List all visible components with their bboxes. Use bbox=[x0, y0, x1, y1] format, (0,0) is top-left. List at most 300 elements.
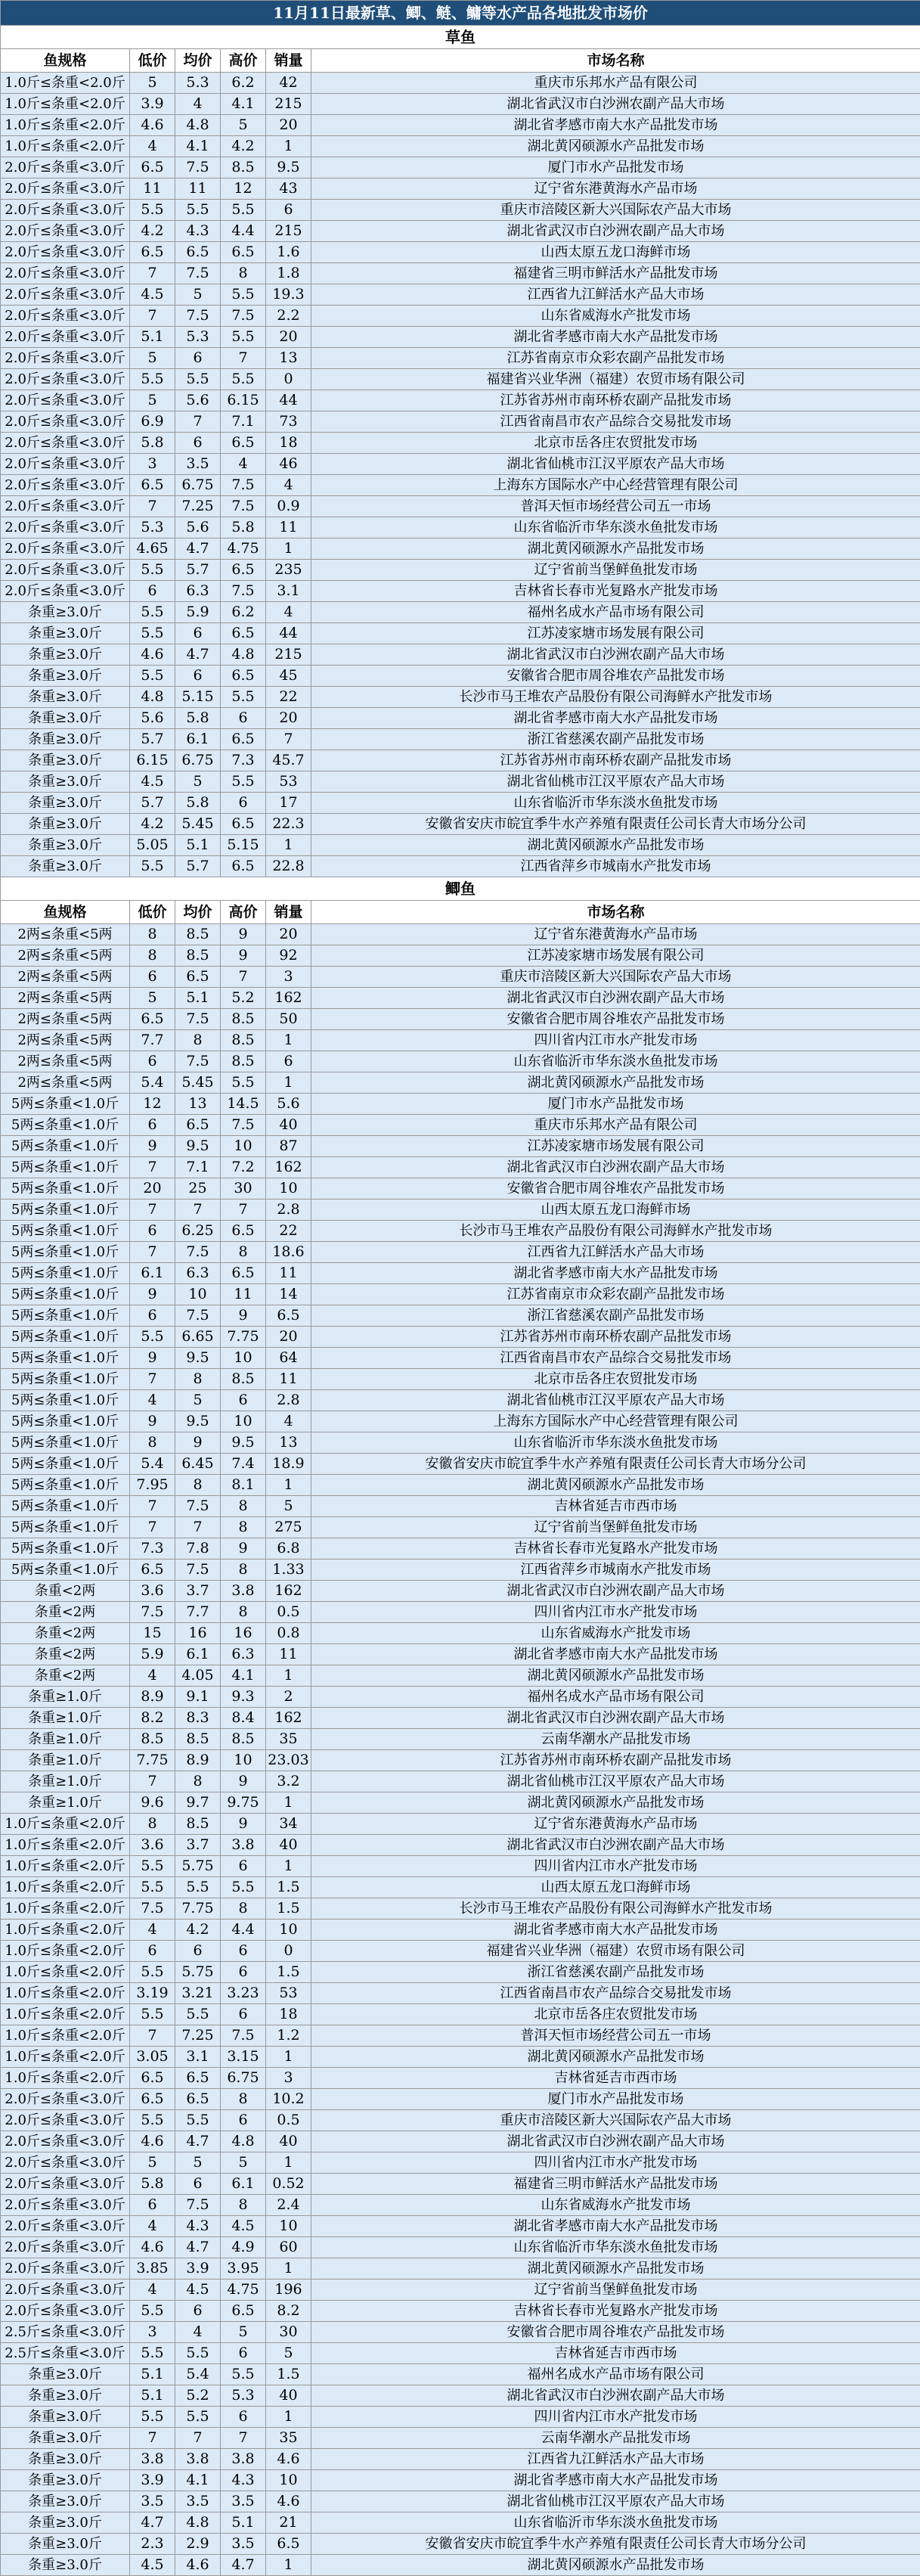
cell-low-price: 6.5 bbox=[130, 1009, 175, 1030]
cell-avg-price: 6 bbox=[175, 2301, 221, 2322]
cell-high-price: 8 bbox=[221, 1602, 266, 1623]
cell-volume: 13 bbox=[266, 1432, 311, 1454]
cell-low-price: 7.95 bbox=[130, 1475, 175, 1496]
cell-high-price: 7 bbox=[221, 1200, 266, 1221]
cell-high-price: 6 bbox=[221, 1962, 266, 1983]
table-row bbox=[1, 1051, 920, 1072]
cell-market-name: 四川省内江市水产批发市场 bbox=[311, 1030, 920, 1051]
table-row bbox=[1, 1941, 920, 1962]
cell-spec: 条重≥3.0斤 bbox=[1, 2512, 130, 2534]
header-avg-price: 均价 bbox=[175, 901, 221, 924]
table-row bbox=[1, 1898, 920, 1920]
cell-volume: 30 bbox=[266, 2322, 311, 2343]
cell-spec: 条重≥3.0斤 bbox=[1, 2470, 130, 2491]
cell-spec: 2.0斤≤条重<3.0斤 bbox=[1, 2237, 130, 2258]
cell-market-name: 湖北省仙桃市江汉平原农产品大市场 bbox=[311, 1390, 920, 1411]
table-row bbox=[1, 967, 920, 988]
cell-spec: 1.0斤≤条重<2.0斤 bbox=[1, 136, 130, 157]
cell-high-price: 5 bbox=[221, 115, 266, 136]
table-row bbox=[1, 369, 920, 390]
cell-market-name: 山西太原五龙口海鲜市场 bbox=[311, 242, 920, 263]
cell-low-price: 5.9 bbox=[130, 1644, 175, 1665]
cell-spec: 条重≥3.0斤 bbox=[1, 2428, 130, 2449]
cell-market-name: 江西省萍乡市城南水产批发市场 bbox=[311, 856, 920, 877]
cell-market-name: 湖北省孝感市南大水产品批发市场 bbox=[311, 1263, 920, 1284]
table-row bbox=[1, 2385, 920, 2407]
cell-market-name: 山东省威海水产批发市场 bbox=[311, 306, 920, 327]
cell-volume: 18.9 bbox=[266, 1454, 311, 1475]
cell-high-price: 6.5 bbox=[221, 1221, 266, 1242]
cell-avg-price: 5.6 bbox=[175, 517, 221, 538]
cell-avg-price: 5.5 bbox=[175, 369, 221, 390]
table-row bbox=[1, 454, 920, 475]
cell-low-price: 6 bbox=[130, 1941, 175, 1962]
cell-volume: 1 bbox=[266, 2407, 311, 2428]
cell-volume: 6.5 bbox=[266, 1305, 311, 1327]
cell-spec: 条重<2两 bbox=[1, 1581, 130, 1602]
table-row bbox=[1, 1136, 920, 1157]
cell-volume: 1.2 bbox=[266, 2025, 311, 2047]
cell-avg-price: 8.3 bbox=[175, 1708, 221, 1729]
table-row bbox=[1, 475, 920, 496]
cell-high-price: 4.1 bbox=[221, 1665, 266, 1687]
table-row bbox=[1, 2555, 920, 2576]
cell-volume: 40 bbox=[266, 1835, 311, 1856]
cell-market-name: 江西省九江鲜活水产品大市场 bbox=[311, 2449, 920, 2470]
cell-avg-price: 6 bbox=[175, 348, 221, 369]
cell-spec: 条重≥3.0斤 bbox=[1, 856, 130, 877]
cell-high-price: 6 bbox=[221, 708, 266, 729]
cell-volume: 53 bbox=[266, 771, 311, 793]
cell-spec: 5两≤条重<1.0斤 bbox=[1, 1094, 130, 1115]
cell-volume: 162 bbox=[266, 988, 311, 1009]
cell-low-price: 4.8 bbox=[130, 687, 175, 708]
cell-low-price: 6.1 bbox=[130, 1263, 175, 1284]
cell-volume: 3 bbox=[266, 2068, 311, 2089]
cell-spec: 条重≥3.0斤 bbox=[1, 2555, 130, 2576]
cell-spec: 2.5斤≤条重<3.0斤 bbox=[1, 2343, 130, 2364]
table-row bbox=[1, 242, 920, 263]
table-row bbox=[1, 1030, 920, 1051]
cell-volume: 45 bbox=[266, 666, 311, 687]
cell-low-price: 6 bbox=[130, 581, 175, 602]
cell-high-price: 6 bbox=[221, 2343, 266, 2364]
cell-market-name: 四川省内江市水产批发市场 bbox=[311, 1602, 920, 1623]
table-row bbox=[1, 1009, 920, 1030]
table-row bbox=[1, 2470, 920, 2491]
cell-high-price: 8 bbox=[221, 1517, 266, 1538]
cell-market-name: 湖北黄冈硕源水产品批发市场 bbox=[311, 2555, 920, 2576]
cell-spec: 2.0斤≤条重<3.0斤 bbox=[1, 221, 130, 242]
header-market-name: 市场名称 bbox=[311, 49, 920, 73]
cell-market-name: 湖北省孝感市南大水产品批发市场 bbox=[311, 327, 920, 348]
cell-market-name: 辽宁省东港黄海水产品市场 bbox=[311, 178, 920, 200]
cell-volume: 10 bbox=[266, 2216, 311, 2237]
cell-volume: 19.3 bbox=[266, 284, 311, 306]
cell-avg-price: 5.3 bbox=[175, 73, 221, 94]
cell-volume: 6 bbox=[266, 1051, 311, 1072]
table-row bbox=[1, 1284, 920, 1305]
table-row bbox=[1, 1665, 920, 1687]
cell-volume: 0 bbox=[266, 1941, 311, 1962]
table-row bbox=[1, 1327, 920, 1348]
cell-avg-price: 7.75 bbox=[175, 1898, 221, 1920]
cell-volume: 10.2 bbox=[266, 2089, 311, 2110]
cell-low-price: 4.5 bbox=[130, 2555, 175, 2576]
cell-avg-price: 6.65 bbox=[175, 1327, 221, 1348]
cell-spec: 1.0斤≤条重<2.0斤 bbox=[1, 2068, 130, 2089]
table-row bbox=[1, 687, 920, 708]
cell-high-price: 10 bbox=[221, 1411, 266, 1432]
cell-low-price: 5.8 bbox=[130, 2174, 175, 2195]
cell-spec: 2.0斤≤条重<3.0斤 bbox=[1, 390, 130, 411]
cell-market-name: 江苏省苏州市南环桥农副产品批发市场 bbox=[311, 390, 920, 411]
cell-high-price: 8.5 bbox=[221, 1030, 266, 1051]
cell-avg-price: 7.5 bbox=[175, 263, 221, 284]
cell-market-name: 山东省威海水产批发市场 bbox=[311, 1623, 920, 1644]
cell-volume: 92 bbox=[266, 945, 311, 967]
cell-high-price: 7.75 bbox=[221, 1327, 266, 1348]
cell-volume: 2.8 bbox=[266, 1390, 311, 1411]
cell-spec: 1.0斤≤条重<2.0斤 bbox=[1, 2004, 130, 2025]
cell-avg-price: 9.1 bbox=[175, 1687, 221, 1708]
table-row bbox=[1, 623, 920, 644]
cell-volume: 40 bbox=[266, 2131, 311, 2152]
cell-spec: 条重≥3.0斤 bbox=[1, 708, 130, 729]
table-row bbox=[1, 2449, 920, 2470]
cell-low-price: 8 bbox=[130, 1432, 175, 1454]
cell-avg-price: 5.2 bbox=[175, 2385, 221, 2407]
cell-high-price: 3.5 bbox=[221, 2491, 266, 2512]
cell-avg-price: 4.05 bbox=[175, 1665, 221, 1687]
cell-avg-price: 2.9 bbox=[175, 2534, 221, 2555]
table-row bbox=[1, 729, 920, 750]
cell-volume: 235 bbox=[266, 560, 311, 581]
cell-volume: 5.6 bbox=[266, 1094, 311, 1115]
cell-market-name: 山西太原五龙口海鲜市场 bbox=[311, 1877, 920, 1898]
table-row bbox=[1, 2428, 920, 2449]
table-row bbox=[1, 708, 920, 729]
table-row bbox=[1, 1792, 920, 1814]
cell-spec: 条重≥1.0斤 bbox=[1, 1792, 130, 1814]
cell-low-price: 7.5 bbox=[130, 1602, 175, 1623]
cell-avg-price: 7.25 bbox=[175, 496, 221, 517]
cell-low-price: 6 bbox=[130, 1115, 175, 1136]
header-volume: 销量 bbox=[266, 901, 311, 924]
cell-volume: 2 bbox=[266, 1687, 311, 1708]
table-row bbox=[1, 1115, 920, 1136]
cell-market-name: 福建省三明市鲜活水产品批发市场 bbox=[311, 2174, 920, 2195]
cell-avg-price: 7.5 bbox=[175, 1496, 221, 1517]
cell-low-price: 4.6 bbox=[130, 2237, 175, 2258]
header-high-price: 高价 bbox=[221, 901, 266, 924]
cell-volume: 87 bbox=[266, 1136, 311, 1157]
cell-high-price: 6.3 bbox=[221, 1644, 266, 1665]
cell-avg-price: 6.3 bbox=[175, 1263, 221, 1284]
cell-high-price: 7.1 bbox=[221, 411, 266, 433]
cell-low-price: 6 bbox=[130, 1305, 175, 1327]
cell-avg-price: 3.21 bbox=[175, 1983, 221, 2004]
cell-volume: 20 bbox=[266, 708, 311, 729]
cell-high-price: 12 bbox=[221, 178, 266, 200]
cell-avg-price: 4.3 bbox=[175, 2216, 221, 2237]
cell-market-name: 山东省临沂市华东淡水鱼批发市场 bbox=[311, 517, 920, 538]
cell-avg-price: 6.5 bbox=[175, 967, 221, 988]
cell-volume: 11 bbox=[266, 1263, 311, 1284]
cell-volume: 1 bbox=[266, 538, 311, 560]
cell-volume: 14 bbox=[266, 1284, 311, 1305]
table-row bbox=[1, 1983, 920, 2004]
cell-spec: 5两≤条重<1.0斤 bbox=[1, 1411, 130, 1432]
cell-spec: 条重≥3.0斤 bbox=[1, 729, 130, 750]
cell-spec: 5两≤条重<1.0斤 bbox=[1, 1517, 130, 1538]
cell-high-price: 5.5 bbox=[221, 284, 266, 306]
cell-avg-price: 4.7 bbox=[175, 644, 221, 666]
cell-spec: 条重≥3.0斤 bbox=[1, 687, 130, 708]
cell-low-price: 7 bbox=[130, 2428, 175, 2449]
cell-high-price: 7.3 bbox=[221, 750, 266, 771]
cell-avg-price: 8 bbox=[175, 1475, 221, 1496]
cell-spec: 条重<2两 bbox=[1, 1665, 130, 1687]
cell-high-price: 9 bbox=[221, 945, 266, 967]
cell-low-price: 3.19 bbox=[130, 1983, 175, 2004]
cell-avg-price: 6.5 bbox=[175, 2089, 221, 2110]
cell-market-name: 上海东方国际水产中心经营管理有限公司 bbox=[311, 1411, 920, 1432]
cell-high-price: 6.5 bbox=[221, 729, 266, 750]
cell-volume: 21 bbox=[266, 2512, 311, 2534]
cell-volume: 43 bbox=[266, 178, 311, 200]
cell-volume: 1 bbox=[266, 1475, 311, 1496]
table-row bbox=[1, 1920, 920, 1941]
cell-low-price: 7 bbox=[130, 306, 175, 327]
cell-avg-price: 7.5 bbox=[175, 1560, 221, 1581]
table-row bbox=[1, 284, 920, 306]
cell-avg-price: 9.5 bbox=[175, 1411, 221, 1432]
cell-avg-price: 5.75 bbox=[175, 1856, 221, 1877]
cell-low-price: 5.5 bbox=[130, 2301, 175, 2322]
cell-spec: 2.0斤≤条重<3.0斤 bbox=[1, 433, 130, 454]
cell-avg-price: 7 bbox=[175, 2428, 221, 2449]
cell-market-name: 安徽省安庆市皖宜季牛水产养殖有限责任公司长青大市场分公司 bbox=[311, 2534, 920, 2555]
cell-spec: 2.0斤≤条重<3.0斤 bbox=[1, 581, 130, 602]
cell-volume: 0.5 bbox=[266, 1602, 311, 1623]
cell-spec: 5两≤条重<1.0斤 bbox=[1, 1454, 130, 1475]
cell-spec: 2.0斤≤条重<3.0斤 bbox=[1, 2280, 130, 2301]
cell-volume: 1.5 bbox=[266, 1877, 311, 1898]
cell-volume: 4.6 bbox=[266, 2449, 311, 2470]
header-avg-price: 均价 bbox=[175, 49, 221, 73]
cell-high-price: 6 bbox=[221, 2004, 266, 2025]
cell-low-price: 7 bbox=[130, 1771, 175, 1792]
cell-high-price: 5.3 bbox=[221, 2385, 266, 2407]
cell-market-name: 湖北省孝感市南大水产品批发市场 bbox=[311, 2216, 920, 2237]
cell-low-price: 3.5 bbox=[130, 2491, 175, 2512]
cell-spec: 5两≤条重<1.0斤 bbox=[1, 1496, 130, 1517]
cell-spec: 1.0斤≤条重<2.0斤 bbox=[1, 73, 130, 94]
cell-spec: 条重≥3.0斤 bbox=[1, 2534, 130, 2555]
cell-high-price: 6.5 bbox=[221, 560, 266, 581]
cell-low-price: 8.2 bbox=[130, 1708, 175, 1729]
cell-high-price: 5 bbox=[221, 2152, 266, 2174]
cell-low-price: 3 bbox=[130, 2322, 175, 2343]
table-row bbox=[1, 1560, 920, 1581]
cell-high-price: 4.7 bbox=[221, 2555, 266, 2576]
cell-high-price: 6 bbox=[221, 1941, 266, 1962]
cell-low-price: 6 bbox=[130, 1221, 175, 1242]
cell-high-price: 30 bbox=[221, 1178, 266, 1200]
cell-spec: 2两≤条重<5两 bbox=[1, 1051, 130, 1072]
cell-low-price: 5.1 bbox=[130, 327, 175, 348]
cell-market-name: 安徽省合肥市周谷堆农产品批发市场 bbox=[311, 2322, 920, 2343]
cell-spec: 2.0斤≤条重<3.0斤 bbox=[1, 411, 130, 433]
cell-spec: 2.0斤≤条重<3.0斤 bbox=[1, 200, 130, 221]
table-row bbox=[1, 666, 920, 687]
cell-high-price: 5.2 bbox=[221, 988, 266, 1009]
cell-avg-price: 8.5 bbox=[175, 1729, 221, 1750]
cell-market-name: 辽宁省前当堡鲜鱼批发市场 bbox=[311, 560, 920, 581]
cell-market-name: 湖北省武汉市白沙洲农副产品大市场 bbox=[311, 644, 920, 666]
cell-market-name: 云南华潮水产品批发市场 bbox=[311, 2428, 920, 2449]
section-row bbox=[1, 877, 920, 901]
table-row bbox=[1, 1581, 920, 1602]
cell-market-name: 湖北省武汉市白沙洲农副产品大市场 bbox=[311, 221, 920, 242]
cell-market-name: 湖北省武汉市白沙洲农副产品大市场 bbox=[311, 2385, 920, 2407]
cell-volume: 46 bbox=[266, 454, 311, 475]
cell-market-name: 湖北黄冈硕源水产品批发市场 bbox=[311, 835, 920, 856]
cell-low-price: 3.85 bbox=[130, 2258, 175, 2280]
cell-low-price: 7 bbox=[130, 1157, 175, 1178]
cell-market-name: 江西省九江鲜活水产品大市场 bbox=[311, 284, 920, 306]
cell-high-price: 4.75 bbox=[221, 538, 266, 560]
cell-high-price: 9.5 bbox=[221, 1432, 266, 1454]
cell-volume: 1 bbox=[266, 2258, 311, 2280]
cell-avg-price: 5.8 bbox=[175, 708, 221, 729]
cell-volume: 35 bbox=[266, 2428, 311, 2449]
cell-low-price: 6.15 bbox=[130, 750, 175, 771]
table-row bbox=[1, 390, 920, 411]
cell-high-price: 4.3 bbox=[221, 2470, 266, 2491]
cell-market-name: 湖北黄冈硕源水产品批发市场 bbox=[311, 1072, 920, 1094]
table-row bbox=[1, 2534, 920, 2555]
cell-market-name: 吉林省延吉市西市场 bbox=[311, 1496, 920, 1517]
cell-spec: 1.0斤≤条重<2.0斤 bbox=[1, 1941, 130, 1962]
table-row bbox=[1, 2047, 920, 2068]
cell-market-name: 长沙市马王堆农产品股份有限公司海鲜水产批发市场 bbox=[311, 1221, 920, 1242]
table-row bbox=[1, 814, 920, 835]
header-volume: 销量 bbox=[266, 49, 311, 73]
table-row bbox=[1, 517, 920, 538]
cell-spec: 2.0斤≤条重<3.0斤 bbox=[1, 2131, 130, 2152]
cell-volume: 20 bbox=[266, 924, 311, 945]
table-row bbox=[1, 1835, 920, 1856]
cell-low-price: 5 bbox=[130, 348, 175, 369]
cell-low-price: 5.7 bbox=[130, 793, 175, 814]
cell-low-price: 3.6 bbox=[130, 1581, 175, 1602]
cell-volume: 1 bbox=[266, 1856, 311, 1877]
cell-spec: 2.0斤≤条重<3.0斤 bbox=[1, 284, 130, 306]
cell-high-price: 4.8 bbox=[221, 644, 266, 666]
cell-avg-price: 6.5 bbox=[175, 1115, 221, 1136]
cell-high-price: 6.5 bbox=[221, 623, 266, 644]
cell-market-name: 江苏省苏州市南环桥农副产品批发市场 bbox=[311, 1750, 920, 1771]
cell-high-price: 6.5 bbox=[221, 433, 266, 454]
cell-volume: 40 bbox=[266, 2385, 311, 2407]
cell-avg-price: 5.9 bbox=[175, 602, 221, 623]
cell-market-name: 江苏凌家塘市场发展有限公司 bbox=[311, 1136, 920, 1157]
cell-spec: 2.0斤≤条重<3.0斤 bbox=[1, 496, 130, 517]
cell-low-price: 5 bbox=[130, 2152, 175, 2174]
cell-avg-price: 8.5 bbox=[175, 924, 221, 945]
cell-volume: 215 bbox=[266, 644, 311, 666]
cell-avg-price: 10 bbox=[175, 1284, 221, 1305]
cell-low-price: 8.5 bbox=[130, 1729, 175, 1750]
cell-high-price: 5.5 bbox=[221, 327, 266, 348]
cell-market-name: 江西省南昌市农产品综合交易批发市场 bbox=[311, 1983, 920, 2004]
cell-avg-price: 5.5 bbox=[175, 2407, 221, 2428]
table-row bbox=[1, 793, 920, 814]
cell-avg-price: 8 bbox=[175, 1369, 221, 1390]
cell-low-price: 4 bbox=[130, 1390, 175, 1411]
cell-market-name: 长沙市马王堆农产品股份有限公司海鲜水产批发市场 bbox=[311, 1898, 920, 1920]
cell-volume: 1 bbox=[266, 2555, 311, 2576]
cell-avg-price: 8 bbox=[175, 1771, 221, 1792]
cell-spec: 2.0斤≤条重<3.0斤 bbox=[1, 369, 130, 390]
cell-market-name: 四川省内江市水产批发市场 bbox=[311, 1856, 920, 1877]
cell-spec: 5两≤条重<1.0斤 bbox=[1, 1157, 130, 1178]
cell-high-price: 6.1 bbox=[221, 2174, 266, 2195]
cell-low-price: 3.8 bbox=[130, 2449, 175, 2470]
cell-avg-price: 5.6 bbox=[175, 390, 221, 411]
cell-avg-price: 5 bbox=[175, 1390, 221, 1411]
cell-avg-price: 7.5 bbox=[175, 1242, 221, 1263]
cell-volume: 1.5 bbox=[266, 1962, 311, 1983]
cell-market-name: 江西省萍乡市城南水产批发市场 bbox=[311, 1560, 920, 1581]
cell-avg-price: 4.3 bbox=[175, 221, 221, 242]
cell-high-price: 5.5 bbox=[221, 771, 266, 793]
cell-high-price: 3.8 bbox=[221, 1835, 266, 1856]
cell-high-price: 9 bbox=[221, 1305, 266, 1327]
cell-spec: 条重≥3.0斤 bbox=[1, 2407, 130, 2428]
cell-spec: 1.0斤≤条重<2.0斤 bbox=[1, 1983, 130, 2004]
cell-avg-price: 9.5 bbox=[175, 1348, 221, 1369]
cell-volume: 8.2 bbox=[266, 2301, 311, 2322]
cell-spec: 条重≥3.0斤 bbox=[1, 666, 130, 687]
cell-market-name: 山西太原五龙口海鲜市场 bbox=[311, 1200, 920, 1221]
table-row bbox=[1, 306, 920, 327]
cell-low-price: 5.05 bbox=[130, 835, 175, 856]
table-row bbox=[1, 2195, 920, 2216]
cell-low-price: 6.5 bbox=[130, 2089, 175, 2110]
cell-avg-price: 8.5 bbox=[175, 945, 221, 967]
cell-market-name: 山东省临沂市华东淡水鱼批发市场 bbox=[311, 2512, 920, 2534]
cell-volume: 275 bbox=[266, 1517, 311, 1538]
table-row bbox=[1, 581, 920, 602]
cell-low-price: 9 bbox=[130, 1136, 175, 1157]
table-row bbox=[1, 924, 920, 945]
cell-volume: 3.2 bbox=[266, 1771, 311, 1792]
cell-avg-price: 3.5 bbox=[175, 454, 221, 475]
cell-high-price: 6.75 bbox=[221, 2068, 266, 2089]
table-row bbox=[1, 94, 920, 115]
cell-market-name: 安徽省安庆市皖宜季牛水产养殖有限责任公司长青大市场分公司 bbox=[311, 814, 920, 835]
cell-high-price: 8.5 bbox=[221, 157, 266, 178]
cell-market-name: 辽宁省前当堡鲜鱼批发市场 bbox=[311, 1517, 920, 1538]
cell-avg-price: 7 bbox=[175, 1517, 221, 1538]
cell-high-price: 10 bbox=[221, 1136, 266, 1157]
cell-low-price: 5.4 bbox=[130, 1072, 175, 1094]
cell-volume: 20 bbox=[266, 327, 311, 348]
cell-avg-price: 7.5 bbox=[175, 1051, 221, 1072]
